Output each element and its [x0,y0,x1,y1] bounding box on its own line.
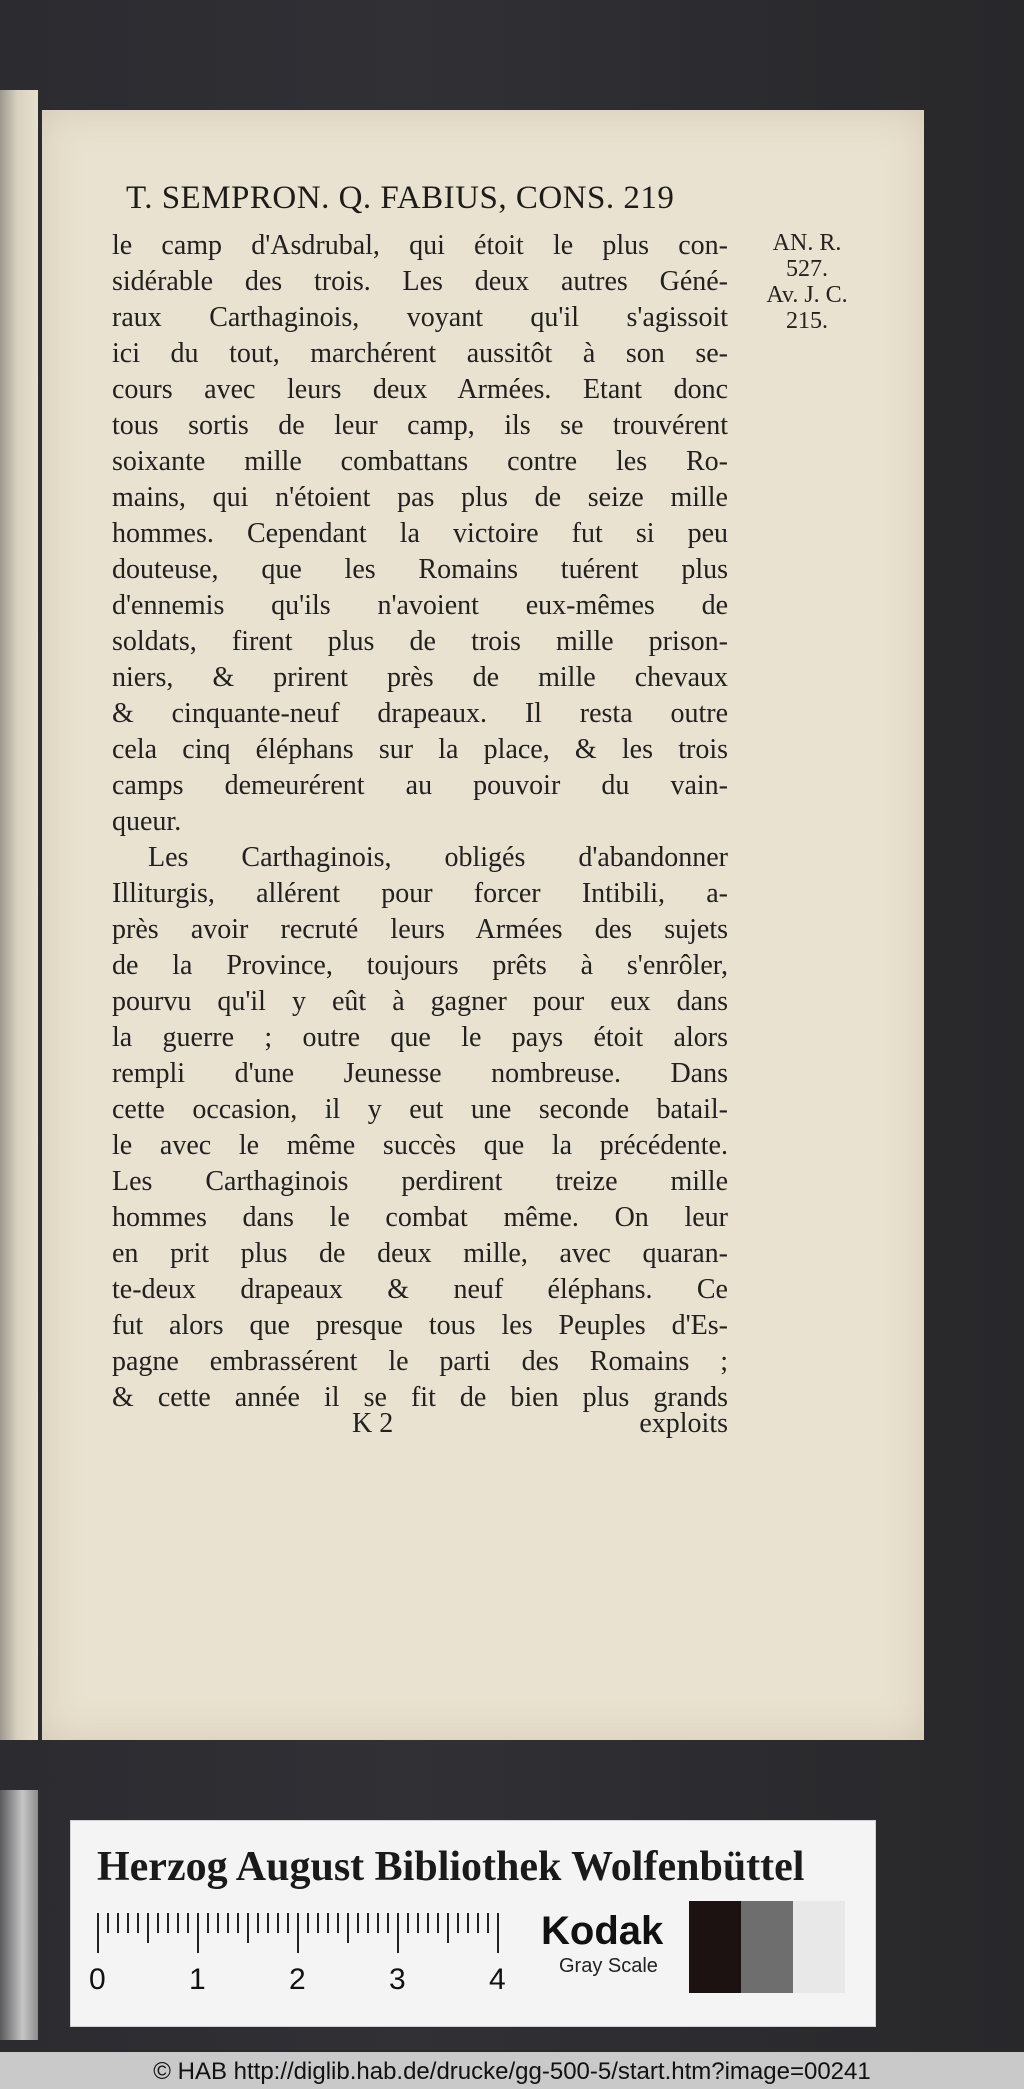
ruler-tick [167,1913,169,1933]
gray-swatch-mid [741,1901,793,1993]
color-calibration-card [70,1820,876,2027]
ruler-tick [497,1913,499,1953]
ruler-tick [487,1913,489,1933]
text-line: de la Province, toujours prêts à s'enrôler, [112,950,728,981]
ruler-tick [227,1913,229,1933]
ruler-tick [147,1913,149,1943]
ruler-tick [237,1913,239,1933]
text-line: rempli d'une Jeunesse nombreuse. Dans [112,1058,728,1089]
text-line: Les Carthaginois perdirent treize mille [112,1166,728,1197]
ruler-tick [387,1913,389,1933]
gray-swatch-dark [689,1901,741,1993]
ruler-tick [127,1913,129,1933]
ruler-tick [157,1913,159,1933]
measurement-ruler [89,1913,507,2013]
body-text [112,228,728,1416]
margin-note-line: AN. R. [772,230,842,256]
text-line: la guerre ; outre que le pays étoit alors [112,1022,728,1053]
gray-swatch-light [793,1901,845,1993]
text-line: pourvu qu'il y eût à gagner pour eux dans [112,986,728,1017]
ruler-tick [217,1913,219,1933]
ruler-tick [327,1913,329,1933]
book-page [42,110,924,1740]
copyright-link[interactable]: © HAB http://diglib.hab.de/drucke/gg-500-5/start.htm?image=00241 [153,2058,871,2085]
ruler-tick [177,1913,179,1933]
ruler-number: 3 [389,1963,406,1996]
paragraph-start-line: Les Carthaginois, obligés d'abandonner [148,842,728,873]
text-line: fut alors que presque tous les Peuples d'Es- [112,1310,728,1341]
text-line: raux Carthaginois, voyant qu'il s'agissoit [112,302,728,333]
library-name: Herzog August Bibliothek Wolfenbüttel [97,1844,805,1890]
ruler-tick [207,1913,209,1933]
text-line: soldats, firent plus de trois mille prison- [112,626,728,657]
ruler-number: 1 [189,1963,206,1996]
previous-page-edge [0,90,38,1740]
text-line: en prit plus de deux mille, avec quaran- [112,1238,728,1269]
ruler-tick [257,1913,259,1933]
ruler-tick [407,1913,409,1933]
ruler-tick [187,1913,189,1933]
text-line: hommes. Cependant la victoire fut si peu [112,518,728,549]
text-line: tous sortis de leur camp, ils se trouvérent [112,410,728,441]
text-line: Illiturgis, allérent pour forcer Intibili, a- [112,878,728,909]
ruler-tick [457,1913,459,1933]
text-line: te-deux drapeaux & neuf éléphans. Ce [112,1274,728,1305]
ruler-tick [247,1913,249,1943]
ruler-tick [97,1913,99,1953]
ruler-tick [197,1913,199,1953]
text-line: queur. [112,806,182,837]
ruler-tick [397,1913,399,1953]
text-line: pagne embrassérent le parti des Romains ; [112,1346,728,1377]
ruler-tick [357,1913,359,1933]
gray-scale-label: Gray Scale [559,1955,658,1977]
text-line: cette occasion, il y eut une seconde batail- [112,1094,728,1125]
kodak-logo: Kodak [541,1909,664,1953]
text-line: soixante mille combattans contre les Ro- [112,446,728,477]
margin-note-line: Av. J. C. [766,282,848,308]
text-line: & cette année il se fit de bien plus grands [112,1382,728,1413]
ruler-tick [367,1913,369,1933]
ruler-tick [427,1913,429,1933]
catchword: exploits [639,1408,728,1439]
text-line: niers, & prirent près de mille chevaux [112,662,728,693]
text-line: cela cinq éléphans sur la place, & les trois [112,734,728,765]
text-line: douteuse, que les Romains tuérent plus [112,554,728,585]
ruler-tick [317,1913,319,1933]
ruler-tick [287,1913,289,1933]
ruler-number: 2 [289,1963,306,1996]
ruler-tick [377,1913,379,1933]
text-line: sidérable des trois. Les deux autres Géné- [112,266,728,297]
ruler-tick [277,1913,279,1933]
ruler-tick [437,1913,439,1933]
ruler-tick [297,1913,299,1953]
text-line: le camp d'Asdrubal, qui étoit le plus con- [112,230,728,261]
text-line: ici du tout, marchérent aussitôt à son se- [112,338,728,369]
ruler-tick [107,1913,109,1933]
page-foot [112,1408,728,1444]
margin-note-line: 215. [786,308,828,334]
ruler-number: 0 [89,1963,106,1996]
text-line: & cinquante-neuf drapeaux. Il resta outre [112,698,728,729]
ruler-number: 4 [489,1963,506,1996]
ruler-tick [337,1913,339,1933]
ruler-tick [347,1913,349,1943]
signature-mark: K 2 [352,1408,394,1439]
ruler-tick [307,1913,309,1933]
margin-note-date [742,230,872,334]
ruler-ticks [97,1913,507,1953]
text-line: hommes dans le combat même. On leur [112,1202,728,1233]
text-line: près avoir recruté leurs Armées des sujets [112,914,728,945]
ruler-tick [467,1913,469,1933]
text-line: le avec le même succès que la précédente. [112,1130,728,1161]
margin-note-line: 527. [786,256,828,282]
ruler-tick [417,1913,419,1933]
text-line: camps demeurérent au pouvoir du vain- [112,770,728,801]
ruler-tick [477,1913,479,1933]
ruler-tick [117,1913,119,1933]
ruler-tick [447,1913,449,1943]
ruler-tick [137,1913,139,1933]
running-head: T. SEMPRON. Q. FABIUS, CONS. 219 [126,180,675,216]
footer-bar [0,2052,1024,2089]
scan-edge-lower [0,1790,38,2040]
ruler-tick [267,1913,269,1933]
text-line: cours avec leurs deux Armées. Etant donc [112,374,728,405]
text-line: mains, qui n'étoient pas plus de seize mille [112,482,728,513]
text-line: d'ennemis qu'ils n'avoient eux-mêmes de [112,590,728,621]
